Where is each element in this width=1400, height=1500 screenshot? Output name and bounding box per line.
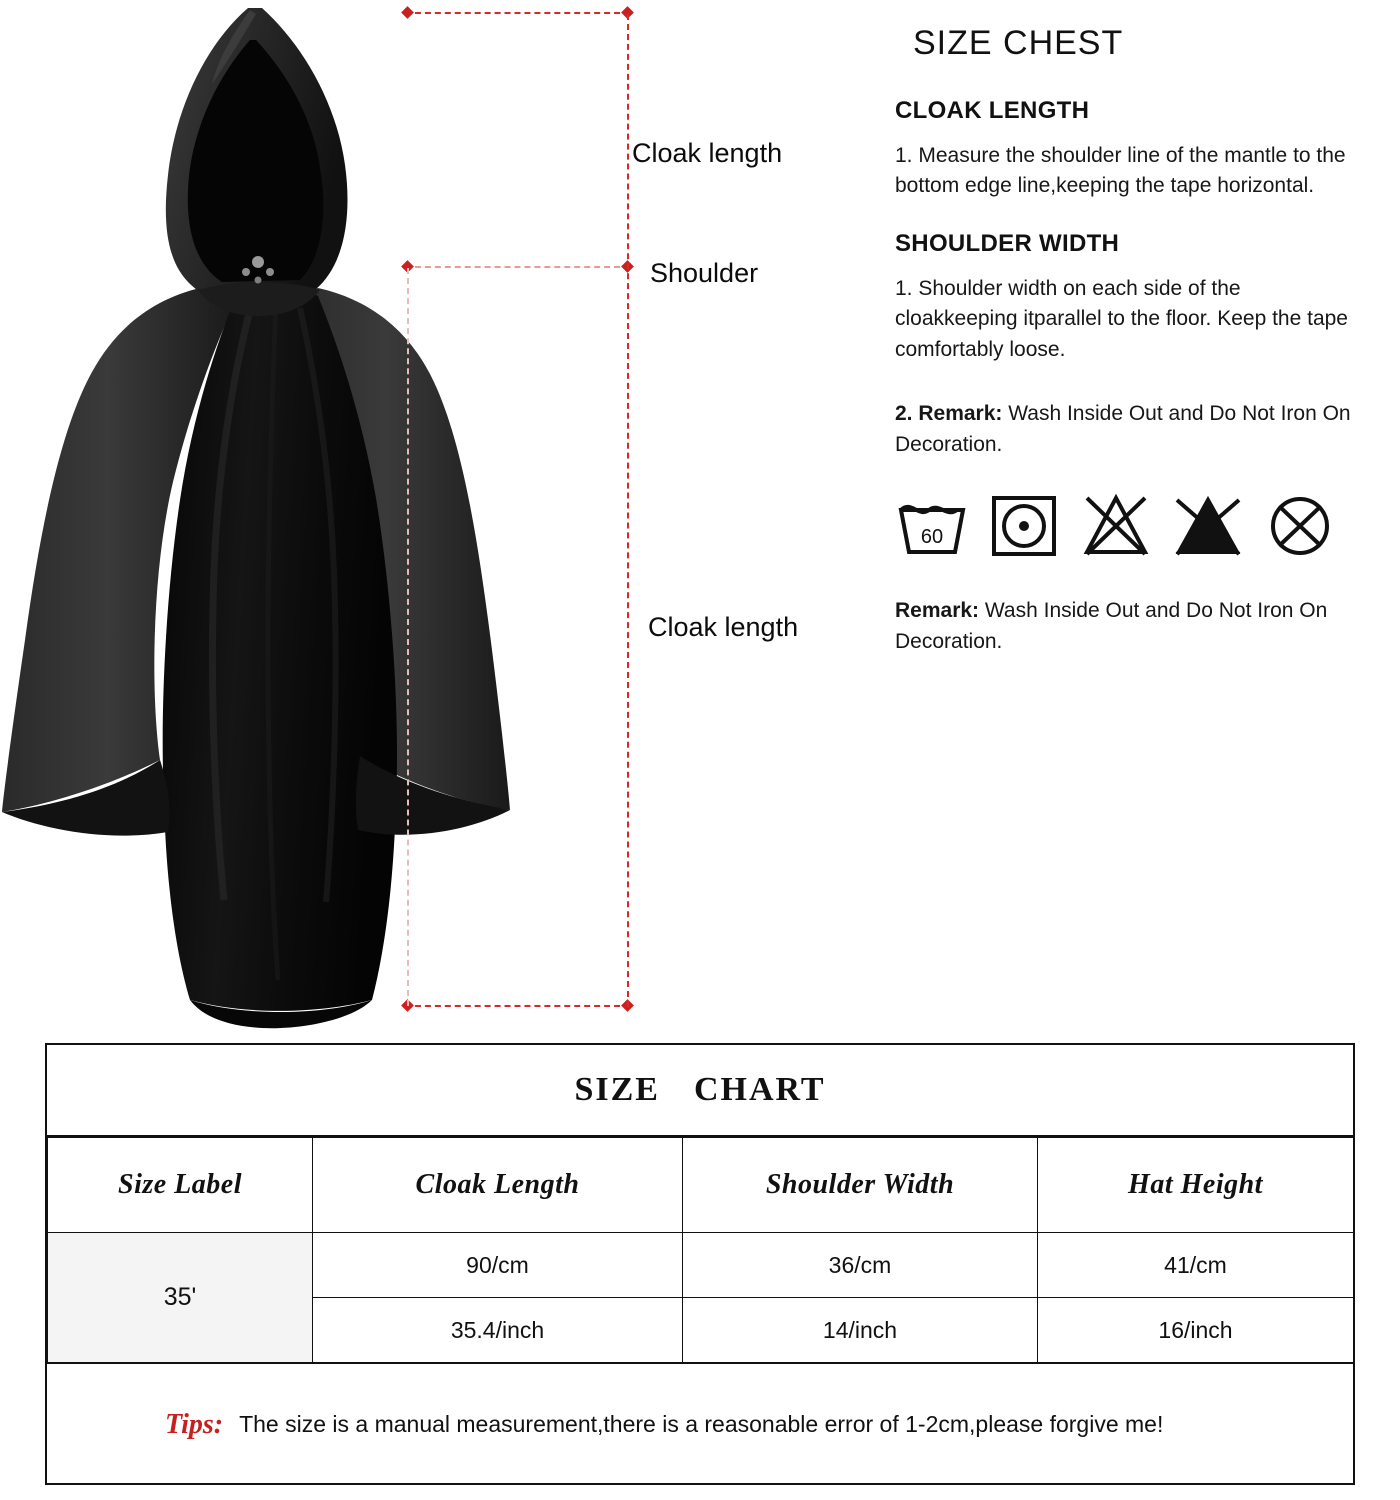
text-shoulder-width: 1. Shoulder width on each side of the cloakkeeping itparallel to the floor. Keep the tape comfortably loose. — [895, 276, 1348, 361]
do-not-bleach-icon — [1079, 488, 1153, 562]
cell-size-label: 35' — [48, 1233, 313, 1363]
size-chart-title — [47, 1045, 1353, 1137]
text-cloak-length: 1. Measure the shoulder line of the mantle to the bottom edge line,keeping the tape horizontal. — [895, 144, 1346, 198]
text-care-remark — [895, 596, 1365, 657]
cell-hat-height-inch: 16/inch — [1038, 1298, 1354, 1363]
size-chart-title-part2: CHART — [693, 1071, 826, 1108]
text-remark-numbered — [895, 399, 1365, 460]
size-chart-table — [47, 1137, 1354, 1363]
cell-shoulder-width-inch: 14/inch — [683, 1298, 1038, 1363]
header-hat-height: Hat Height — [1038, 1138, 1354, 1233]
table-header-row — [48, 1138, 1354, 1233]
heading-shoulder-width: SHOULDER WIDTH — [895, 229, 1120, 257]
tumble-dry-icon — [987, 488, 1061, 562]
cloak-svg — [0, 0, 600, 1040]
header-cloak-length: Cloak Length — [313, 1138, 683, 1233]
tips-label: Tips: — [165, 1408, 224, 1440]
remark-text: Wash Inside Out and Do Not Iron On Decoration. — [895, 402, 1351, 456]
tips-row — [47, 1363, 1353, 1485]
header-size-label: Size Label — [48, 1138, 313, 1233]
cell-hat-height-cm: 41/cm — [1038, 1233, 1354, 1298]
black-hooded-cloak-illustration — [0, 0, 600, 1040]
remark-label: 2. Remark: — [895, 402, 1003, 426]
table-row — [48, 1233, 1354, 1298]
do-not-dry-clean-icon — [1263, 488, 1337, 562]
wash-60-icon — [895, 488, 969, 562]
label-cloak-length-top: Cloak length — [632, 138, 783, 168]
tips-text: The size is a manual measurement,there is a reasonable error of 1-2cm,please forgive me! — [239, 1411, 1164, 1437]
size-chart — [45, 1043, 1355, 1485]
page-title: SIZE CHEST — [913, 24, 1124, 62]
header-shoulder-width: Shoulder Width — [683, 1138, 1038, 1233]
info-column — [895, 24, 1365, 685]
label-shoulder: Shoulder — [650, 258, 759, 288]
care-remark-text: Wash Inside Out and Do Not Iron On Decoration. — [895, 599, 1328, 653]
wash-temp-value: 60 — [920, 526, 944, 549]
cell-shoulder-width-cm: 36/cm — [683, 1233, 1038, 1298]
heading-cloak-length: CLOAK LENGTH — [895, 97, 1090, 124]
do-not-iron-icon — [1171, 488, 1245, 562]
care-symbols-row — [895, 488, 1365, 562]
product-image-area — [0, 0, 640, 1040]
cell-cloak-length-inch: 35.4/inch — [313, 1298, 683, 1363]
cell-cloak-length-cm: 90/cm — [313, 1233, 683, 1298]
size-chart-title-part1: SIZE — [574, 1071, 660, 1108]
label-cloak-length-bottom: Cloak length — [648, 612, 799, 642]
care-remark-label: Remark: — [895, 599, 980, 623]
